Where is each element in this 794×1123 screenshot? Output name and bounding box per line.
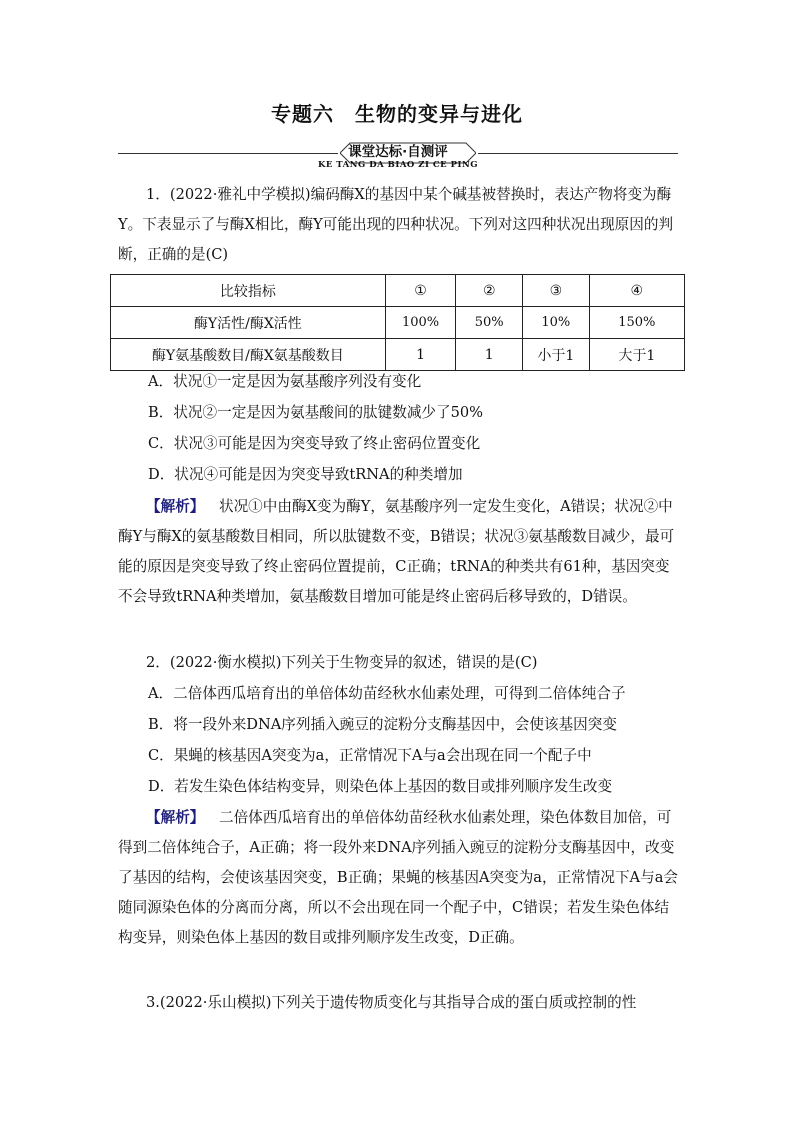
q1-analysis	[118, 492, 678, 612]
table-header-cell: ③	[523, 275, 590, 307]
table-cell: 10%	[523, 307, 590, 339]
analysis-tag: 【解析】	[146, 498, 205, 515]
table-header-cell: ④	[589, 275, 684, 307]
q2-option-c: C．果蝇的核基因A突变为a，正常情况下A与a会出现在同一个配子中	[148, 747, 592, 764]
table-header-cell: ①	[385, 275, 456, 307]
table-header-cell: ②	[456, 275, 523, 307]
q1-option-b: B．状况②一定是因为氨基酸间的肽键数减少了50%	[148, 404, 484, 421]
table-cell: 大于1	[589, 339, 684, 371]
table-cell: 酶Y活性/酶X活性	[111, 307, 386, 339]
q2-option-b: B．将一段外来DNA序列插入豌豆的淀粉分支酶基因中，会使该基因突变	[148, 716, 617, 733]
table-cell: 小于1	[523, 339, 590, 371]
question-3-stem: 3.(2022·乐山模拟)下列关于遗传物质变化与其指导合成的蛋白质或控制的性	[146, 994, 637, 1011]
table-cell: 1	[456, 339, 523, 371]
q1-option-a: A．状况①一定是因为氨基酸序列没有变化	[148, 373, 422, 390]
table-cell: 酶Y氨基酸数目/酶X氨基酸数目	[111, 339, 386, 371]
q1-option-d: D．状况④可能是因为突变导致tRNA的种类增加	[148, 466, 463, 483]
table-cell: 150%	[589, 307, 684, 339]
question-2-stem: 2．(2022·衡水模拟)下列关于生物变异的叙述，错误的是(C)	[146, 654, 538, 671]
page-title: 专题六 生物的变异与进化	[271, 102, 523, 126]
banner-title: 课堂达标·自测评	[348, 144, 448, 160]
q2-option-d: D．若发生染色体结构变异，则染色体上基因的数目或排列顺序发生改变	[148, 778, 613, 795]
table-cell: 1	[385, 339, 456, 371]
table-cell: 50%	[456, 307, 523, 339]
q1-analysis-text: 状况①中由酶X变为酶Y，氨基酸序列一定发生变化，A错误；状况②中酶Y与酶X的氨基酸数目相同，所以肽键数不变，B错误；状况③氨基酸数目减少，最可能的原因是突变导致了终止密码位置提前，C正确；tRNA的种类共有61种，基因突变不会导致tRNA种类增加，氨基酸数目增加可能是终止密码后移导致的，D错误。	[118, 498, 675, 605]
q1-option-c: C．状况③可能是因为突变导致了终止密码位置变化	[148, 435, 481, 452]
table-cell: 100%	[385, 307, 456, 339]
table-row	[111, 339, 685, 371]
q2-analysis-text: 二倍体西瓜培育出的单倍体幼苗经秋水仙素处理，染色体数目加倍，可得到二倍体纯合子，A正确；将一段外来DNA序列插入豌豆的淀粉分支酶基因中，改变了基因的结构，会使该基因突变，B正确；果蝇的核基因A突变为a，正常情况下A与a会随同源染色体的分离而分离，所以不会出现在同一个配子中，C错误；若发生染色体结构变异，则染色体上基因的数目或排列顺序发生改变，D正确。	[118, 809, 678, 946]
section-banner	[118, 140, 678, 174]
q2-analysis	[118, 803, 678, 953]
q2-option-a: A．二倍体西瓜培育出的单倍体幼苗经秋水仙素处理，可得到二倍体纯合子	[148, 685, 626, 702]
comparison-table	[110, 274, 685, 371]
table-header-cell: 比较指标	[111, 275, 386, 307]
question-1-stem: 1．(2022·雅礼中学模拟)编码酶X的基因中某个碱基被替换时，表达产物将变为酶Y。下表显示了与酶X相比，酶Y可能出现的四种状况。下列对这四种状况出现原因的判断，正确的是(C)	[118, 186, 674, 263]
table-row	[111, 307, 685, 339]
table-header-row	[111, 275, 685, 307]
banner-pinyin: KE TANG DA BIAO ZI CE PING	[317, 160, 479, 170]
analysis-tag: 【解析】	[146, 809, 205, 826]
